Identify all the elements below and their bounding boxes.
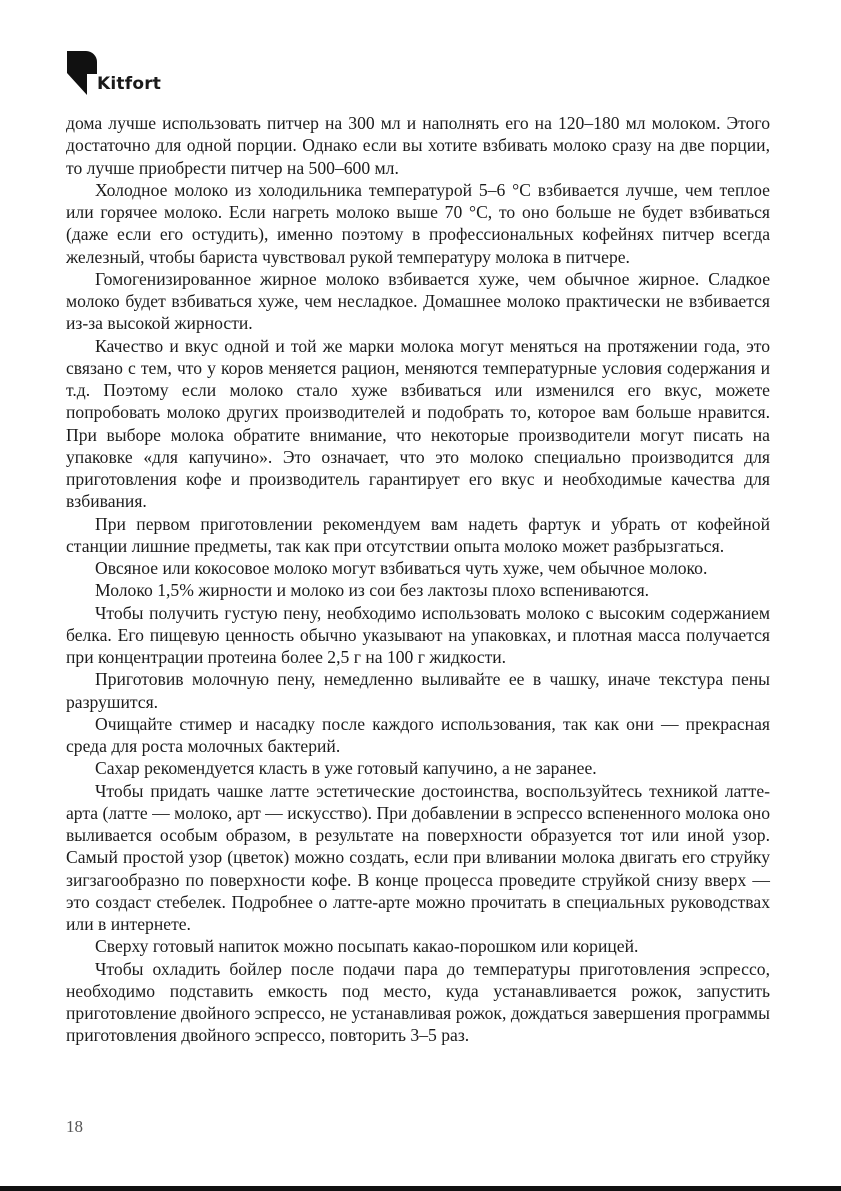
paragraph: Чтобы получить густую пену, необходимо использовать молоко с высоким содержанием белка. Его пищевую ценность обычно указывают на упаковках, и плотная масса получается при концентрации протеина более 2,5 г на 100 г жидкости. (66, 602, 770, 667)
kitfort-logo-icon (67, 51, 97, 95)
paragraph: Сверху готовый напиток можно посыпать какао-порошком или корицей. (95, 936, 639, 957)
paragraph: При первом приготовлении рекомендуем вам надеть фартук и убрать от кофейной станции лишние предметы, так как при отсутствии опыта молоко может разбрызгаться. (66, 513, 770, 556)
paragraph: Чтобы придать чашке латте эстетические достоинства, воспользуйтесь техникой латте-арта (латте — молоко, арт — искусство). При добавлении в эспрессо вспененного молока оно выливается особым образом, в результате на поверхности образуется тот или иной узор. Самый простой узор (цветок) можно создать, если при вливании молока двигать его струйку зигзагообразно по поверхности кофе. В конце процесса проведите струйкой снизу вверх — это создаст стебелек. Подробнее о латте-арте можно прочитать в специальных руководствах или в интернете. (66, 780, 770, 934)
paragraph: дома лучше использовать питчер на 300 мл и наполнять его на 120–180 мл молоком. Этого достаточно для одной порции. Однако если вы хотите взбивать молоко сразу на две порции, то лучше приобрести питчер на 500–600 мл. (66, 113, 770, 178)
paragraph: Гомогенизированное жирное молоко взбивается хуже, чем обычное жирное. Сладкое молоко будет взбиваться хуже, чем несладкое. Домашнее молоко практически не взбивается из-за высокой жирности. (66, 268, 770, 334)
bottom-border (0, 1186, 841, 1191)
brand-name: Kitfort (97, 74, 162, 94)
header (67, 51, 267, 101)
main-text (66, 112, 770, 1047)
paragraph: Чтобы охладить бойлер после подачи пара до температуры приготовления эспрессо, необходимо подставить емкость под место, куда устанавливается рожок, запустить приготовление двойного эспрессо, не устанавливая рожок, дождаться завершения программы приготовления двойного эспрессо, повторить 3–5 раз. (66, 958, 770, 1046)
paragraph: Приготовив молочную пену, немедленно выливайте ее в чашку, иначе текстура пены разрушится. (66, 669, 770, 712)
paragraph: Очищайте стимер и насадку после каждого использования, так как они — прекрасная среда для роста молочных бактерий. (66, 713, 770, 756)
paragraph: Холодное молоко из холодильника температурой 5–6 °С взбивается лучше, чем теплое или горячее молоко. Если нагреть молоко выше 70 °С, то оно больше не будет взбиваться (даже если его остудить), именно поэтому в профессиональных кофейнях питчер всегда железный, чтобы бариста чувствовал рукой температуру молока в питчере. (66, 179, 770, 267)
paragraph: Молоко 1,5% жирности и молоко из сои без лактозы плохо вспениваются. (95, 580, 650, 601)
page-number: 18 (66, 1117, 83, 1136)
paragraph: Сахар рекомендуется класть в уже готовый капучино, а не заранее. (95, 758, 597, 779)
paragraph: Овсяное или кокосовое молоко могут взбиваться чуть хуже, чем обычное молоко. (95, 558, 708, 578)
paragraph: Качество и вкус одной и той же марки молока могут меняться на протяжении года, это связано с тем, что у коров меняется рацион, меняются температурные условия содержания и т.д. Поэтому если молоко стало хуже взбиваться или изменился его вкус, можете попробовать молоко других производителей и подобрать то, которое вам больше нравится. При выборе молока обратите внимание, что некоторые производители могут писать на упаковке «для капучино». Это означает, что это молоко специально производится для приготовления кофе и производитель гарантирует его вкус и необходимые качества для взбивания. (66, 335, 770, 512)
